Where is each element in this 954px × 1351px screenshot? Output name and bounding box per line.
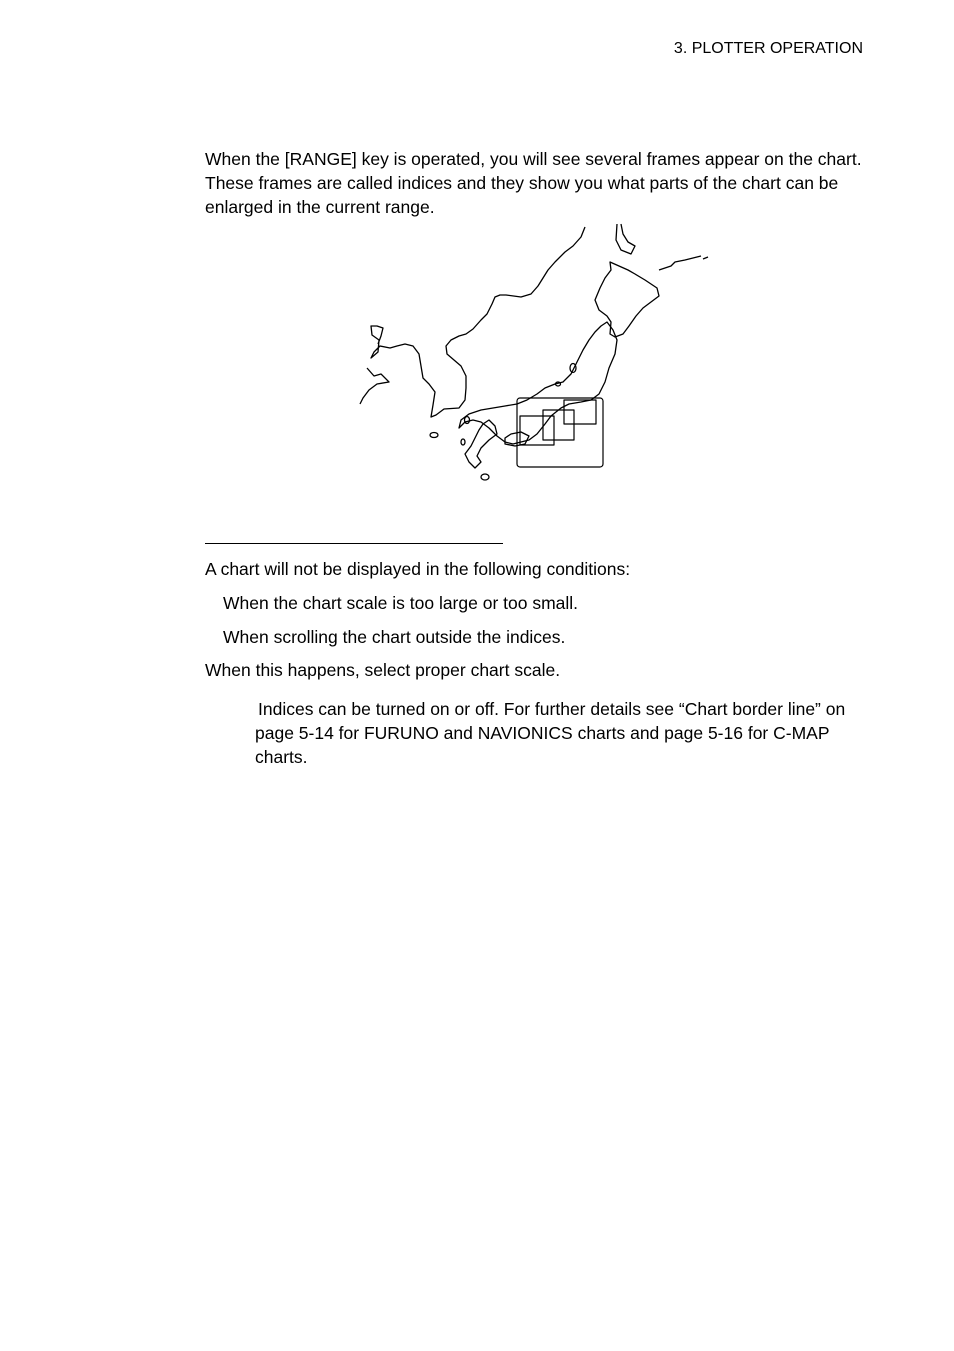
- section-header: 3. PLOTTER OPERATION: [673, 40, 863, 57]
- condition-item: When scrolling the chart outside the indices.: [223, 627, 566, 647]
- chart-indices-illustration: [355, 222, 715, 487]
- condition-item: When the chart scale is too large or too small.: [223, 593, 579, 613]
- conditions-conclusion: When this happens, select proper chart scale.: [205, 660, 561, 680]
- note-text: Indices can be turned on or off. For further details see “Chart border line” on page 5-14 for FURUNO and NAVIONICS charts and page 5-16 for C-MAP charts.: [255, 699, 846, 767]
- conditions-lead: A chart will not be displayed in the following conditions:: [205, 559, 631, 579]
- section-divider: [205, 543, 503, 544]
- coastline-outline: [360, 224, 708, 480]
- intro-paragraph: When the [RANGE] key is operated, you will see several frames appear on the chart. These frames are called indices and they show you what parts of the chart can be enlarged in the current range.: [205, 149, 862, 217]
- index-frame-central: [543, 410, 574, 440]
